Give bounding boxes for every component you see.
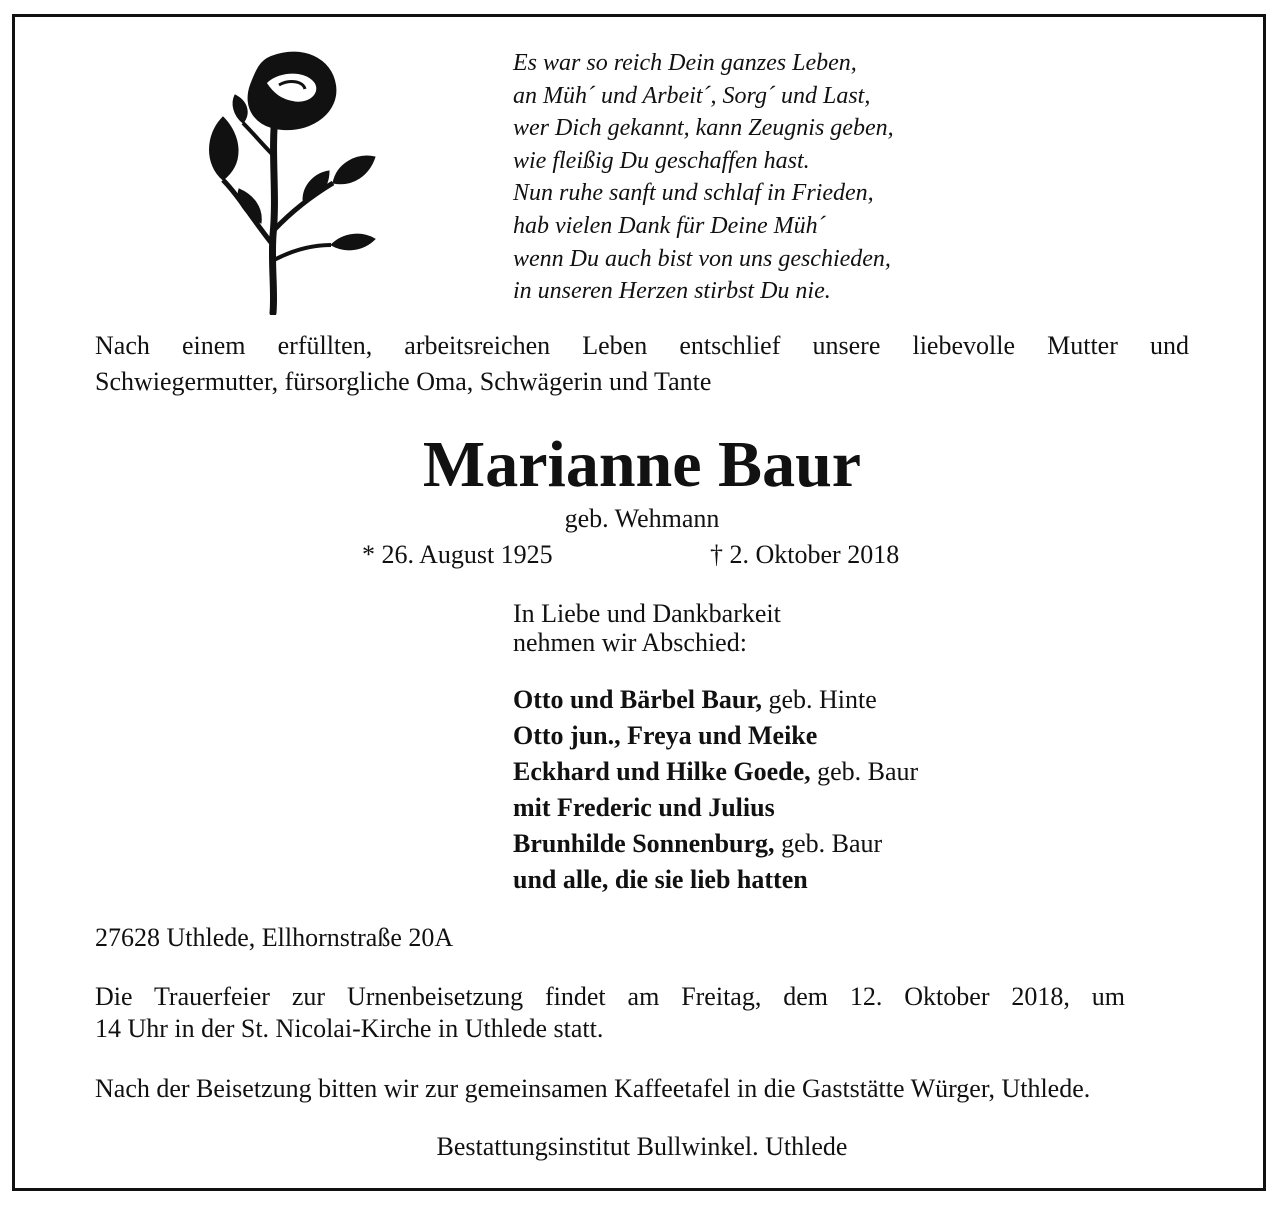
undertaker: Bestattungsinstitut Bullwinkel. Uthlede	[436, 1132, 848, 1161]
mourner-note: geb. Baur	[774, 829, 883, 858]
reception-notice: Nach der Beisetzung bitten wir zur gemeinsamen Kaffeetafel in die Gaststätte Würger, Uthlede.	[95, 1074, 1091, 1103]
obituary-frame	[12, 14, 1266, 1191]
farewell-line-2: nehmen wir Abschied:	[513, 628, 747, 657]
mourner-name: Otto und Bärbel Baur,	[513, 685, 762, 714]
funeral-notice	[95, 981, 1125, 1045]
rose-icon	[153, 45, 393, 315]
mourner-entry	[513, 826, 918, 862]
maiden-name: geb. Wehmann	[564, 504, 720, 533]
poem-line: wer Dich gekannt, kann Zeugnis geben,	[513, 115, 894, 142]
mourner-entry	[513, 718, 918, 754]
mourner-note: geb. Hinte	[761, 685, 877, 714]
birth-date: * 26. August 1925	[362, 540, 553, 569]
mourner-name: Brunhilde Sonnenburg,	[513, 829, 775, 858]
mourner-entry	[513, 682, 918, 718]
poem-line: in unseren Herzen stirbst Du nie.	[513, 278, 831, 305]
mourner-name: Eckhard und Hilke Goede,	[513, 757, 811, 786]
poem-line: Nun ruhe sanft und schlaf in Frieden,	[513, 180, 874, 207]
deceased-name: Marianne Baur	[422, 428, 862, 501]
intro-text	[95, 328, 1189, 400]
poem-line: an Müh´ und Arbeit´, Sorg´ und Last,	[513, 82, 871, 109]
mourner-entry	[513, 754, 918, 790]
farewell-line-1: In Liebe und Dankbarkeit	[513, 599, 781, 628]
address: 27628 Uthlede, Ellhornstraße 20A	[95, 923, 454, 952]
mourner-entry	[513, 862, 918, 898]
funeral-line-1: Die Trauerfeier zur Urnenbeisetzung findet am Freitag, dem 12. Oktober 2018, um	[95, 982, 1125, 1011]
mourner-name: mit Frederic und Julius	[513, 793, 775, 822]
mourner-name: und alle, die sie lieb hatten	[513, 865, 808, 894]
mourner-name: Otto jun., Freya und Meike	[513, 721, 818, 750]
mourner-note: geb. Baur	[810, 757, 919, 786]
mourners-list	[513, 682, 918, 898]
intro-line-2: Schwiegermutter, fürsorgliche Oma, Schwägerin und Tante	[95, 367, 712, 396]
funeral-line-2: 14 Uhr in der St. Nicolai-Kirche in Uthlede statt.	[95, 1014, 604, 1043]
poem-line: wie fleißig Du geschaffen hast.	[513, 147, 810, 174]
farewell-text	[513, 599, 781, 657]
poem-line: wenn Du auch bist von uns geschieden,	[513, 245, 891, 272]
poem-line: Es war so reich Dein ganzes Leben,	[513, 50, 857, 76]
intro-line-1: Nach einem erfüllten, arbeitsreichen Leben entschlief unsere liebevolle Mutter und	[95, 331, 1189, 360]
poem	[513, 47, 894, 308]
death-date: † 2. Oktober 2018	[710, 540, 900, 569]
poem-line: hab vielen Dank für Deine Müh´	[513, 212, 826, 239]
mourner-entry	[513, 790, 918, 826]
